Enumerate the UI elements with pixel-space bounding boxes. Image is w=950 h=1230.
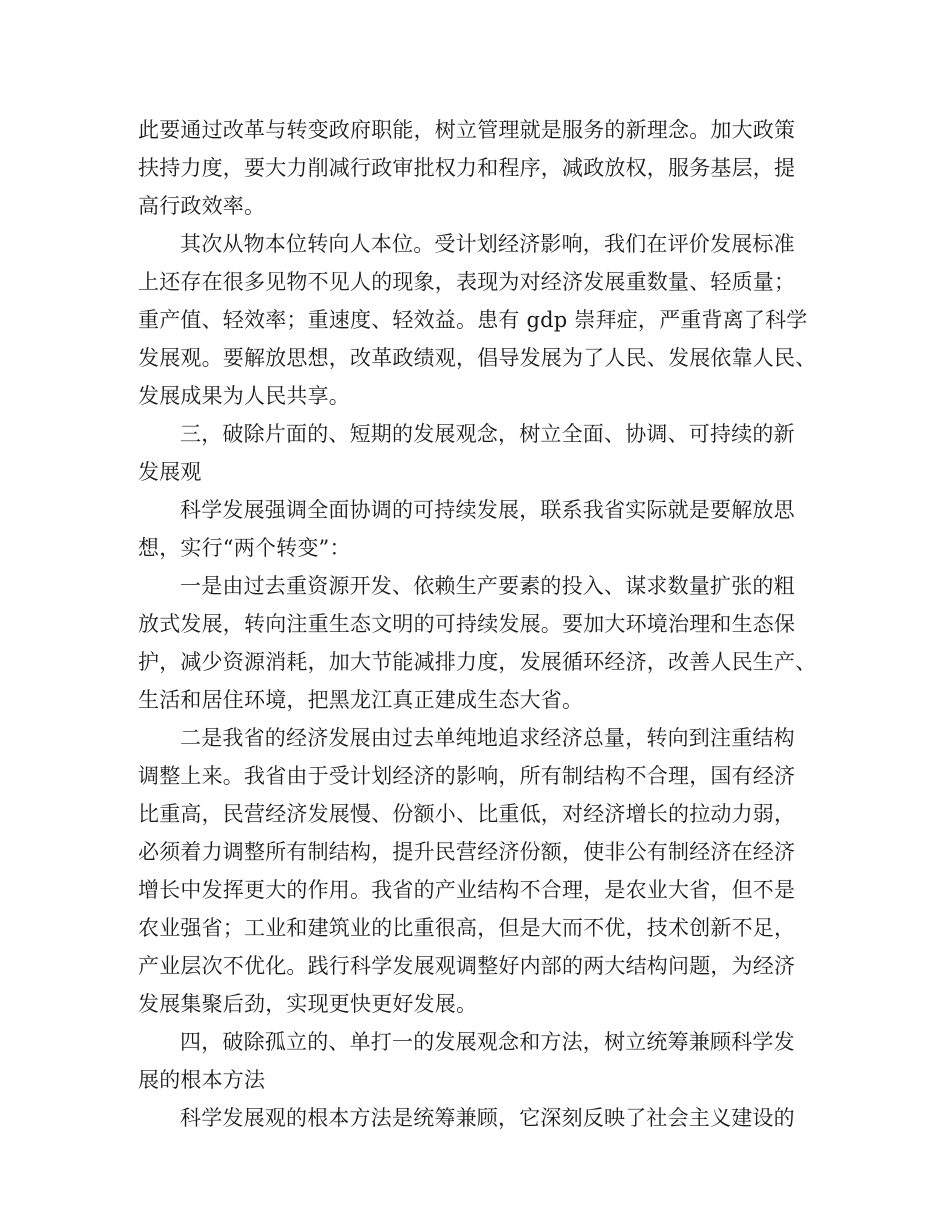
section-heading: 三，破除片面的、短期的发展观念，树立全面、协调、可持续的新 [180, 422, 795, 446]
paragraph-first-line: 二是我省的经济发展由过去单纯地追求经济总量，转向到注重结构 [180, 726, 795, 750]
text-line: 此要通过改革与转变政府职能，树立管理就是服务的新理念。加大政策 [138, 118, 796, 142]
text-line: 产业层次不优化。践行科学发展观调整好内部的两大结构问题，为经济 [138, 954, 796, 978]
section-heading-cont: 发展观 [138, 460, 202, 484]
text-line: 发展成果为人民共享。 [138, 384, 350, 408]
text-line: 上还存在很多见物不见人的现象，表现为对经济发展重数量、轻质量； [138, 270, 796, 294]
text-line: 护，减少资源消耗，加大节能减排力度，发展循环经济，改善人民生产、 [138, 650, 817, 674]
text-line: 必须着力调整所有制结构，提升民营经济份额，使非公有制经济在经济 [138, 840, 796, 864]
text-line: 高行政效率。 [138, 194, 266, 218]
text-line: 发展集聚后劲，实现更快更好发展。 [138, 992, 478, 1016]
text-line: 比重高，民营经济发展慢、份额小、比重低，对经济增长的拉动力弱， [138, 802, 796, 826]
text-line: 重产值、轻效率；重速度、轻效益。患有 gdp 崇拜症，严重背离了科学 [138, 308, 808, 332]
text-line: 想，实行“两个转变”： [138, 536, 351, 560]
text-line: 生活和居住环境，把黑龙江真正建成生态大省。 [138, 688, 584, 712]
paragraph-first-line: 其次从物本位转向人本位。受计划经济影响，我们在评价发展标准 [180, 232, 795, 256]
paragraph-first-line: 一是由过去重资源开发、依赖生产要素的投入、谋求数量扩张的粗 [180, 574, 795, 598]
section-heading-cont: 展的根本方法 [138, 1068, 266, 1092]
paragraph-first-line: 科学发展观的根本方法是统筹兼顾，它深刻反映了社会主义建设的 [180, 1106, 795, 1130]
text-line: 扶持力度，要大力削减行政审批权力和程序，减政放权，服务基层，提 [138, 156, 796, 180]
text-line: 放式发展，转向注重生态文明的可持续发展。要加大环境治理和生态保 [138, 612, 796, 636]
text-line: 调整上来。我省由于受计划经济的影响，所有制结构不合理，国有经济 [138, 764, 796, 788]
text-line: 农业强省；工业和建筑业的比重很高，但是大而不优，技术创新不足， [138, 916, 796, 940]
text-line: 增长中发挥更大的作用。我省的产业结构不合理，是农业大省，但不是 [138, 878, 796, 902]
text-line: 发展观。要解放思想，改革政绩观，倡导发展为了人民、发展依靠人民、 [138, 346, 817, 370]
section-heading: 四，破除孤立的、单打一的发展观念和方法，树立统筹兼顾科学发 [180, 1030, 795, 1054]
paragraph-first-line: 科学发展强调全面协调的可持续发展，联系我省实际就是要解放思 [180, 498, 795, 522]
